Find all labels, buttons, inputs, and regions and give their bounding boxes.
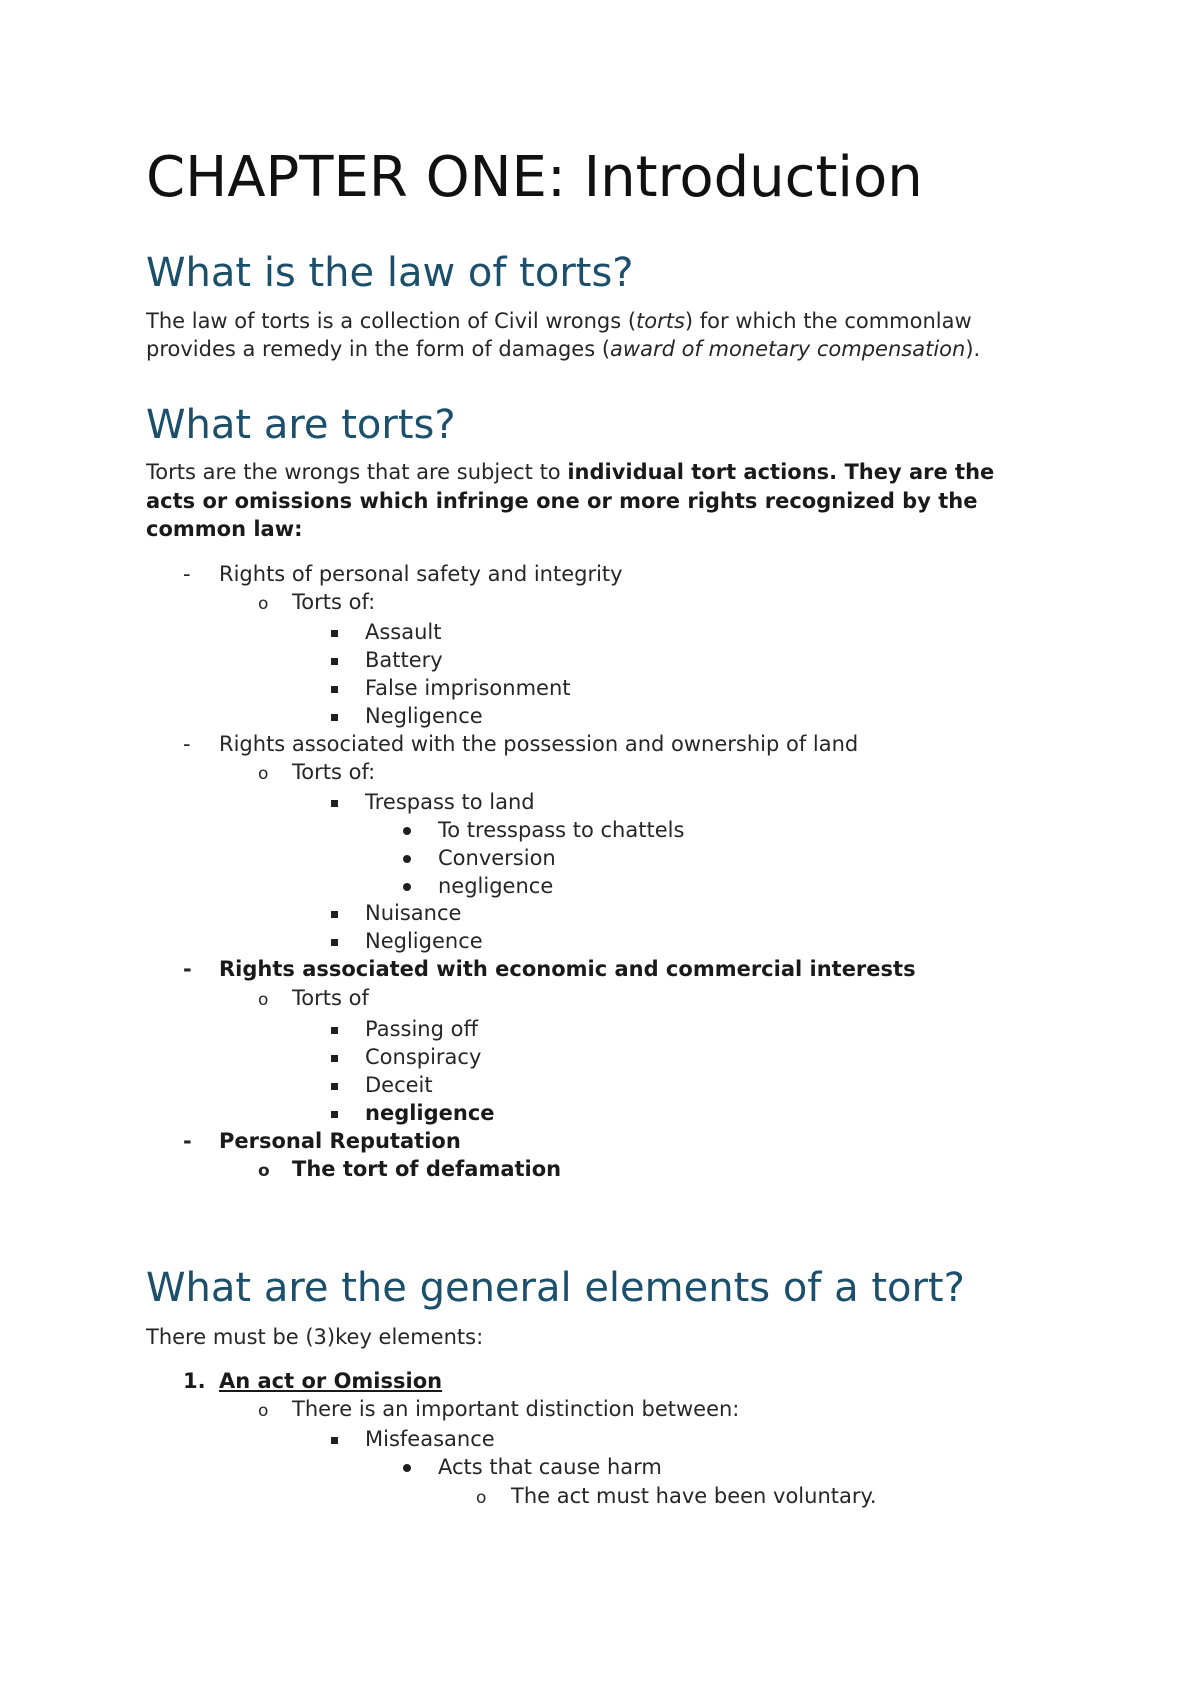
list-item: The tort of defamation — [292, 1157, 562, 1181]
paragraph-line — [146, 462, 994, 483]
circle-o-marker: o — [258, 990, 269, 1010]
list-item: Torts of — [292, 986, 369, 1010]
dash-marker: - — [183, 957, 192, 981]
list-item: Acts that cause harm — [438, 1455, 662, 1479]
square-bullet-icon — [331, 686, 338, 693]
dash-marker: - — [183, 562, 191, 586]
round-bullet-icon — [403, 883, 411, 891]
list-item: Conspiracy — [365, 1045, 482, 1069]
text-run: ). — [965, 337, 981, 361]
list-item: Battery — [365, 648, 443, 672]
round-bullet-icon — [403, 855, 411, 863]
bold-text-run: individual tort actions. They are the — [567, 460, 995, 484]
list-item: Rights of personal safety and integrity — [219, 562, 623, 586]
italic-text-run: torts — [636, 309, 685, 333]
chapter-title: CHAPTER ONE: Introduction — [146, 145, 923, 210]
list-item: The act must have been voluntary. — [511, 1484, 877, 1508]
list-item: There is an important distinction between: — [292, 1397, 740, 1421]
circle-o-marker: o — [258, 764, 269, 784]
paragraph-line-bold: common law: — [146, 517, 303, 541]
text-run: provides a remedy in the form of damages ( — [146, 337, 611, 361]
list-item: False imprisonment — [365, 676, 571, 700]
paragraph-line-bold: acts or omissions which infringe one or more rights recognized by the — [146, 489, 978, 513]
list-item: Torts of: — [292, 590, 376, 614]
square-bullet-icon — [331, 1437, 338, 1444]
paragraph-line: There must be (3)key elements: — [146, 1325, 484, 1349]
italic-text-run: award of monetary compensation — [610, 337, 966, 361]
square-bullet-icon — [331, 1055, 338, 1062]
square-bullet-icon — [331, 1027, 338, 1034]
paragraph-line — [146, 311, 972, 332]
list-item: negligence — [438, 874, 554, 898]
dash-marker: - — [183, 1129, 192, 1153]
heading-general-elements: What are the general elements of a tort? — [146, 1265, 965, 1311]
list-item: Nuisance — [365, 901, 462, 925]
list-item: Misfeasance — [365, 1427, 495, 1451]
list-item: Conversion — [438, 846, 556, 870]
square-bullet-icon — [331, 800, 338, 807]
circle-o-marker: o — [476, 1488, 487, 1508]
list-item: Personal Reputation — [219, 1129, 461, 1153]
list-item: Negligence — [365, 704, 483, 728]
heading-law-of-torts: What is the law of torts? — [146, 250, 634, 296]
number-marker: 1. — [183, 1369, 206, 1393]
list-item: Passing off — [365, 1017, 478, 1041]
list-item: Torts of: — [292, 760, 376, 784]
text-run: Torts are the wrongs that are subject to — [146, 460, 568, 484]
square-bullet-icon — [331, 939, 338, 946]
square-bullet-icon — [331, 1111, 338, 1118]
list-item: Rights associated with the possession and ownership of land — [219, 732, 859, 756]
square-bullet-icon — [331, 658, 338, 665]
round-bullet-icon — [403, 827, 411, 835]
square-bullet-icon — [331, 714, 338, 721]
square-bullet-icon — [331, 630, 338, 637]
square-bullet-icon — [331, 911, 338, 918]
circle-o-marker: o — [258, 1161, 270, 1181]
circle-o-marker: o — [258, 594, 269, 614]
list-item: Negligence — [365, 929, 483, 953]
heading-what-are-torts: What are torts? — [146, 402, 456, 448]
list-item: Assault — [365, 620, 442, 644]
square-bullet-icon — [331, 1083, 338, 1090]
list-item: Trespass to land — [365, 790, 535, 814]
text-run: ) for which the commonlaw — [684, 309, 972, 333]
text-run: The law of torts is a collection of Civil wrongs ( — [146, 309, 637, 333]
list-item-underlined: An act or Omission — [219, 1369, 443, 1393]
list-item: Deceit — [365, 1073, 433, 1097]
dash-marker: - — [183, 732, 191, 756]
list-item: To tresspass to chattels — [438, 818, 685, 842]
circle-o-marker: o — [258, 1401, 269, 1421]
paragraph-line — [146, 339, 980, 360]
list-item: negligence — [365, 1101, 495, 1125]
round-bullet-icon — [403, 1464, 411, 1472]
list-item: Rights associated with economic and commercial interests — [219, 957, 916, 981]
